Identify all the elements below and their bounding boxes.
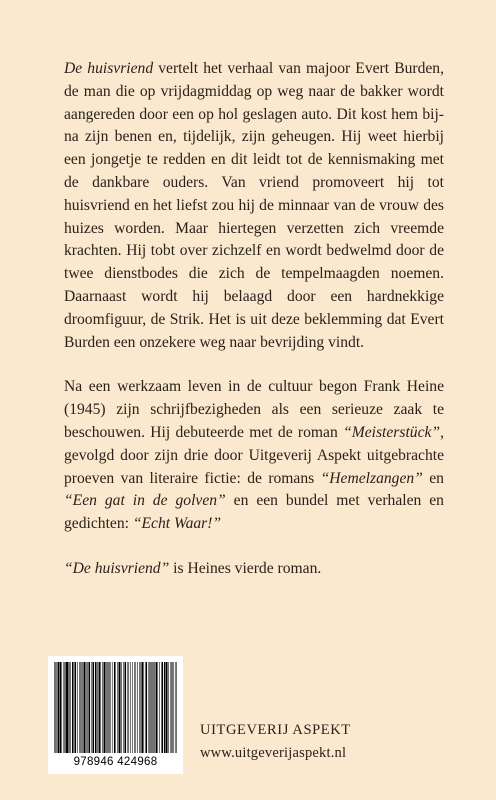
book-title-quoted: “De huisvriend” (64, 559, 170, 577)
barcode-bar (89, 662, 90, 753)
barcode-bar (75, 662, 76, 753)
barcode-bar (69, 662, 70, 753)
barcode-bar (109, 662, 110, 753)
barcode-bar (171, 662, 172, 753)
barcode-bar (115, 662, 116, 753)
barcode-bar (172, 662, 173, 753)
book-title-hemelzangen: “Hemelzangen” (320, 469, 423, 487)
barcode-bar (125, 662, 126, 753)
book-title-een-gat-in-de-golven: “Een gat in de golven” (64, 492, 226, 510)
barcode-bar (144, 662, 145, 753)
barcode-bar (153, 662, 154, 753)
barcode-bar (164, 662, 165, 753)
barcode-bar (129, 662, 130, 753)
barcode-bar (55, 662, 56, 753)
barcode-bar (95, 662, 96, 753)
barcode-bar (99, 662, 100, 753)
barcode-bar (157, 662, 158, 753)
barcode-bar (161, 662, 162, 753)
barcode-bar (125, 662, 126, 753)
barcode-bar (139, 662, 140, 753)
barcode-bar (96, 662, 97, 753)
barcode-bar (60, 662, 61, 753)
barcode-bar (79, 662, 80, 753)
barcode-bar (111, 662, 112, 753)
barcode-bar (156, 662, 157, 753)
barcode-bars (54, 662, 177, 753)
barcode-bar (74, 662, 75, 753)
barcode-bar (158, 662, 159, 753)
barcode-bar (108, 662, 109, 753)
barcode-bar (145, 662, 146, 753)
barcode-bar (120, 662, 121, 753)
book-title-meisterstuck: “Meisterstück” (343, 423, 441, 441)
barcode-bar (88, 662, 89, 753)
barcode-bar (115, 662, 116, 753)
barcode-bar (137, 662, 138, 753)
barcode-bar (168, 662, 169, 753)
barcode-bar (162, 662, 163, 753)
barcode-bar (90, 662, 91, 753)
barcode-bar (93, 662, 94, 753)
closing-paragraph (64, 558, 444, 581)
barcode-bar (177, 662, 178, 753)
barcode-bar (114, 662, 115, 753)
summary-paragraph (64, 58, 444, 354)
barcode-bar (165, 662, 166, 753)
barcode-bar (141, 662, 142, 753)
barcode-bar (156, 662, 157, 753)
barcode-bar (119, 662, 120, 753)
isbn-barcode (48, 656, 183, 774)
bio-text-2: , gevolgd door zijn drie door Uitgeverij Aspekt uitgebrachte proeven van literaire fictie: de romans (64, 423, 444, 487)
barcode-bar (152, 662, 153, 753)
barcode-bar (99, 662, 100, 753)
barcode-bar (128, 662, 129, 753)
bio-text-4: en een bundel met verhalen en gedichten: (64, 492, 444, 533)
barcode-bar (102, 662, 103, 753)
barcode-bar (97, 662, 98, 753)
summary-text: vertelt het verhaal van majoor Evert Burden, de man die op vrijdagmiddag op weg naar de bakker wordt aangereden door een op hol geslagen auto. Dit kost hem bijna zijn benen en, tijdelijk, zijn geheugen. Hij weet hierbij een jongetje te redden en dit leidt tot de kennismaking met de dankbare ouders. Van vriend promoveert hij tot huisvriend en het liefst zou hij de minnaar van de vrouw des huizes worden. Maar hiertegen verzetten zich vreemde krachten. Hij tobt over zichzelf en wordt bedwelmd door de twee dienstbodes die zich de tempelmaagden noemen. Daarnaast wordt hij belaagd door een hardnekkige droomfiguur, de Strik. Het is uit deze beklemming dat Evert Burden een onzekere weg naar bevrijding vindt. (64, 60, 444, 351)
barcode-bar (66, 662, 67, 753)
barcode-bar (77, 662, 78, 753)
barcode-bar (85, 662, 86, 753)
barcode-bar (166, 662, 167, 753)
barcode-bar (118, 662, 119, 753)
barcode-bar (150, 662, 151, 753)
barcode-bar (85, 662, 86, 753)
book-title: De huisvriend (64, 60, 154, 77)
barcode-bar (65, 662, 66, 753)
barcode-bar (67, 662, 68, 753)
barcode-bar (75, 662, 76, 753)
barcode-bar (76, 662, 77, 753)
barcode-bar (108, 662, 109, 753)
barcode-bar (70, 662, 71, 753)
barcode-bar (149, 662, 150, 753)
barcode-bar (64, 662, 65, 753)
barcode-bar (132, 662, 133, 753)
barcode-bar (83, 662, 84, 753)
barcode-bar (167, 662, 168, 753)
barcode-bar (147, 662, 148, 753)
barcode-bar (67, 662, 68, 753)
barcode-bar (136, 662, 137, 753)
barcode-bar (163, 662, 164, 753)
barcode-bar (142, 662, 143, 753)
closing-text: is Heines vierde roman. (169, 559, 322, 577)
bio-text-3: en (422, 469, 444, 487)
barcode-bar (68, 662, 69, 753)
barcode-bar (159, 662, 160, 753)
barcode-bar (151, 662, 152, 753)
barcode-bar (57, 662, 58, 753)
isbn-number: 978946 424968 (73, 756, 158, 768)
barcode-bar (57, 662, 58, 753)
barcode-bar (105, 662, 106, 753)
barcode-bar (168, 662, 169, 753)
publisher-url: www.uitgeverijaspekt.nl (200, 745, 347, 761)
barcode-bar (174, 662, 175, 753)
barcode-bar (58, 662, 59, 753)
barcode-bar (92, 662, 93, 753)
barcode-bar (73, 662, 74, 753)
publisher-info (200, 719, 450, 765)
barcode-bar (62, 662, 63, 753)
barcode-bar (101, 662, 102, 753)
barcode-bar (94, 662, 95, 753)
barcode-bar (166, 662, 167, 753)
barcode-bar (87, 662, 88, 753)
barcode-bar (171, 662, 172, 753)
barcode-bar (97, 662, 98, 753)
barcode-bar (106, 662, 107, 753)
back-cover-blurb (64, 58, 444, 581)
barcode-bar (121, 662, 122, 753)
barcode-bar (92, 662, 93, 753)
publisher-name: UITGEVERIJ ASPEKT (200, 722, 351, 738)
barcode-bar (59, 662, 60, 753)
barcode-bar (104, 662, 105, 753)
barcode-bar (104, 662, 105, 753)
barcode-bar (143, 662, 144, 753)
barcode-bar (113, 662, 114, 753)
barcode-bar (176, 662, 177, 753)
barcode-bar (84, 662, 85, 753)
author-bio-paragraph (64, 376, 444, 536)
bio-text-1: Na een werkzaam leven in de cultuur begon Frank Heine (1945) zijn schrijfbezigheden als een serieuze zaak te beschouwen. Hij debuteerde met de roman (64, 378, 444, 441)
barcode-bar (100, 662, 101, 753)
barcode-bar (126, 662, 127, 753)
barcode-bar (88, 662, 89, 753)
barcode-bar (80, 662, 81, 753)
book-title-echt-waar: “Echt Waar!” (132, 515, 222, 533)
barcode-bar (134, 662, 135, 753)
barcode-bar (82, 662, 83, 753)
barcode-bar (72, 662, 73, 753)
barcode-bar (146, 662, 147, 753)
barcode-bar (117, 662, 118, 753)
barcode-bar (82, 662, 83, 753)
barcode-bar (142, 662, 143, 753)
barcode-bar (64, 662, 65, 753)
barcode-bar (54, 662, 55, 753)
barcode-bar (154, 662, 155, 753)
barcode-bar (70, 662, 71, 753)
barcode-bar (130, 662, 131, 753)
barcode-bar (59, 662, 60, 753)
barcode-bar (107, 662, 108, 753)
barcode-bar (149, 662, 150, 753)
barcode-bar (121, 662, 122, 753)
barcode-bar (61, 662, 62, 753)
barcode-bar (123, 662, 124, 753)
